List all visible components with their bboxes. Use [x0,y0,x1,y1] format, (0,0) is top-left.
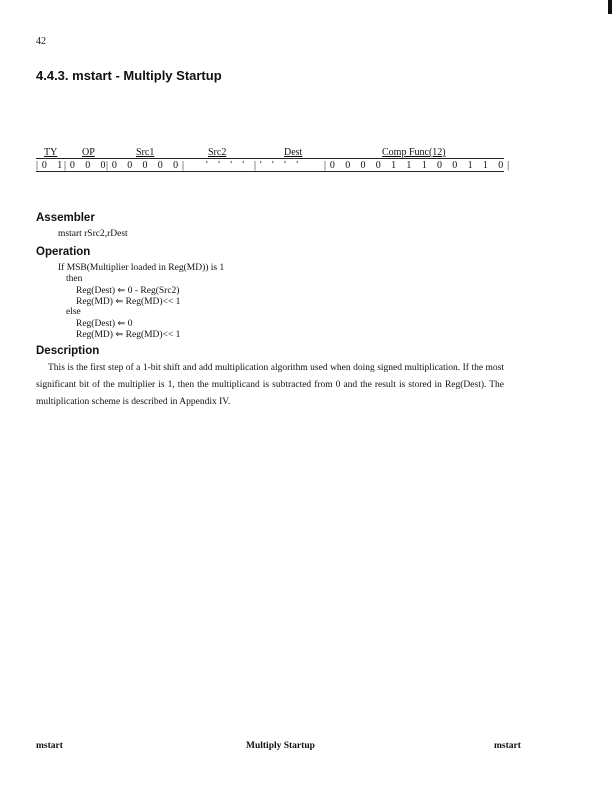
field-label-ty: TY [44,147,58,158]
operation-line: Reg(Dest) ⇐ 0 [76,319,133,329]
field-label-src2: Src2 [208,147,227,158]
operation-line: Reg(MD) ⇐ Reg(MD)<< 1 [76,297,181,307]
bits-src1: |0 0 0 0 0| [106,160,188,171]
assembler-heading: Assembler [36,212,95,224]
bits-comp-func: |0 0 0 0 1 1 1 0 0 1 1 0| [324,160,514,171]
bits-dest: |' ' ' ' [254,160,302,171]
instruction-format-bits [36,160,514,172]
operation-line: If MSB(Multiplier loaded in Reg(MD)) is 1 [58,263,225,273]
operation-heading: Operation [36,246,91,258]
field-label-dest: Dest [284,147,303,158]
section-title: 4.4.3. mstart - Multiply Startup [36,68,222,83]
description-text: This is the first step of a 1-bit shift and add multiplication algorithm used when doing signed multiplication. If the most significant bit of the multiplier is 1, then the multiplicand is subtracted from 0 and the result is stored in Reg(Dest). The multiplication scheme is described in Appendix IV. [36,363,504,407]
page-edge-mark [608,0,612,14]
footer-center: Multiply Startup [246,741,315,751]
page-number: 42 [36,36,46,47]
operation-line: Reg(MD) ⇐ Reg(MD)<< 1 [76,330,181,340]
footer-right: mstart [494,741,521,751]
bits-src2: ' ' ' ' [206,160,249,171]
assembler-syntax: mstart rSrc2,rDest [58,229,128,239]
field-label-comp-func: Comp Func(12) [382,147,446,158]
bits-op: |0 0 0 [64,160,110,171]
field-label-src1: Src1 [136,147,155,158]
operation-line: Reg(Dest) ⇐ 0 - Reg(Src2) [76,286,180,296]
field-label-op: OP [82,147,95,158]
operation-line: then [66,274,83,284]
operation-line: else [66,307,81,317]
footer-left: mstart [36,741,63,751]
description-heading: Description [36,345,100,357]
bits-ty: |0 1 [36,160,67,171]
instruction-format-header [36,147,504,159]
